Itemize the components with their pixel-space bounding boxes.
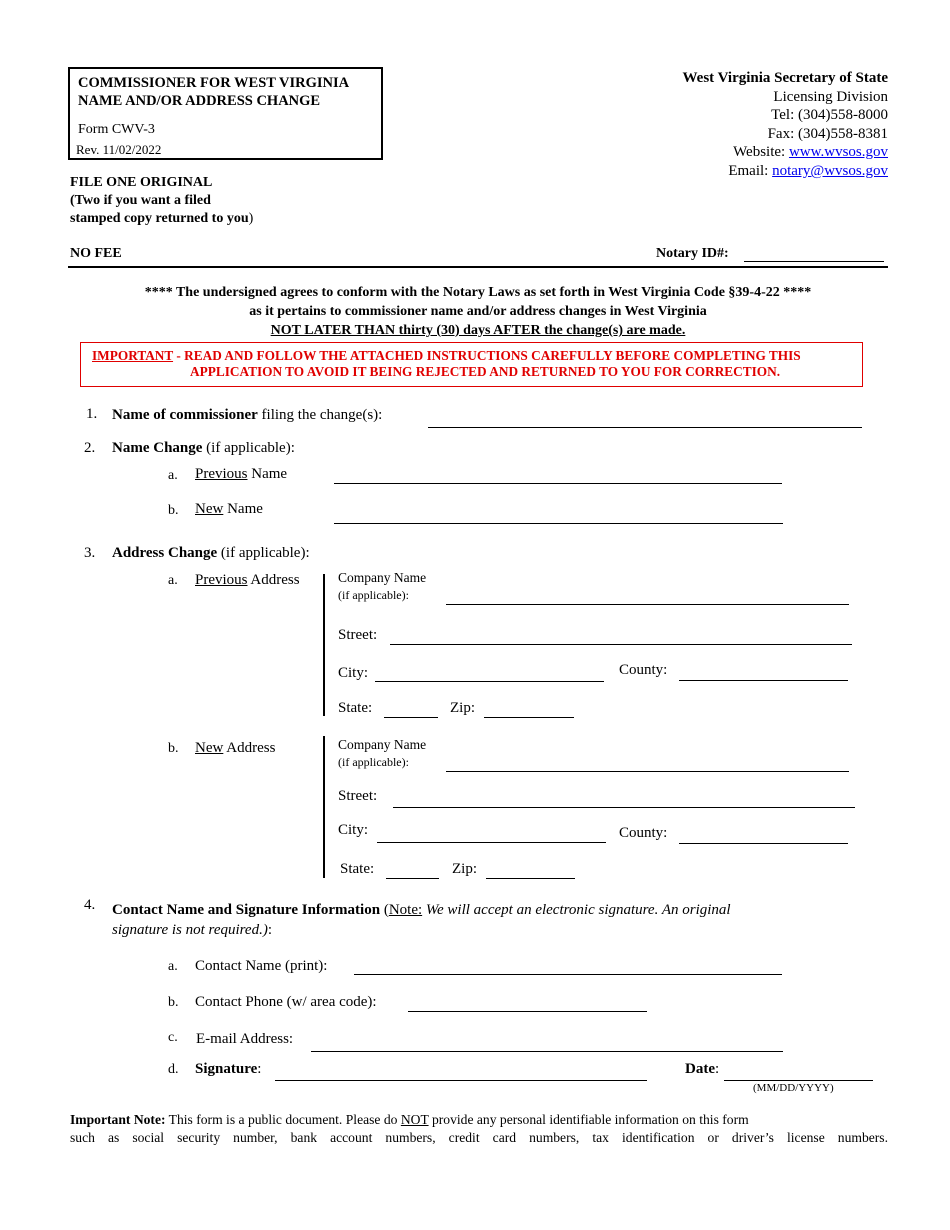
new-zip-input[interactable] xyxy=(486,860,575,879)
new-county-label: County: xyxy=(619,825,668,841)
section4a-letter: a. xyxy=(168,959,178,974)
form-id: Form CWV-3 xyxy=(78,122,155,137)
section3a-label xyxy=(195,572,300,589)
section2a-letter: a. xyxy=(168,468,178,483)
new-company-sublabel: (if applicable): xyxy=(338,755,409,769)
new-city-label: City: xyxy=(338,822,369,838)
section4b-letter: b. xyxy=(168,995,179,1010)
office-block xyxy=(682,69,888,181)
footer-not: NOT xyxy=(400,1112,429,1127)
section4-note-label: Note: xyxy=(388,902,423,918)
section1-label xyxy=(112,407,382,424)
section3b-label xyxy=(195,740,275,757)
new-name-input[interactable] xyxy=(334,505,783,524)
new-street-input[interactable] xyxy=(393,789,855,808)
section2-label xyxy=(112,440,295,457)
contact-name-label: Contact Name (print): xyxy=(195,958,328,974)
prev-zip-label: Zip: xyxy=(450,700,475,716)
footer-line1 xyxy=(70,1111,888,1129)
section2-label-bold: Name Change xyxy=(112,440,203,456)
office-website-row xyxy=(682,143,888,162)
section2b-letter: b. xyxy=(168,503,179,518)
section2a-label xyxy=(195,466,287,483)
email-link[interactable]: notary@wvsos.gov xyxy=(772,162,888,179)
signature-label-bold: Signature xyxy=(195,1061,258,1077)
section3b-rest: Address xyxy=(223,740,276,756)
section1-label-bold: Name of commissioner xyxy=(112,407,258,423)
prev-state-input[interactable] xyxy=(384,699,438,718)
section3-label-bold: Address Change xyxy=(112,545,218,561)
filing-line3 xyxy=(70,210,253,228)
office-tel: Tel: (304)558-8000 xyxy=(771,107,888,124)
prev-city-label: City: xyxy=(338,665,369,681)
agreement-line2: as it pertains to commissioner name and/or address changes in West Virginia xyxy=(249,304,707,319)
section3a-letter: a. xyxy=(168,573,178,588)
filing-line3-paren: ) xyxy=(248,211,254,226)
section4c-letter: c. xyxy=(168,1030,178,1045)
filing-line3-text: stamped copy returned to you xyxy=(70,211,249,226)
new-county-input[interactable] xyxy=(679,825,848,844)
new-company-label: Company Name xyxy=(338,737,427,752)
important-line1 xyxy=(92,348,801,364)
section3-label-rest: (if applicable): xyxy=(217,545,310,561)
footer-line2: such as social security number, bank account numbers, credit card numbers, tax identification or driver’s license numbers. xyxy=(70,1130,888,1145)
filing-instructions xyxy=(70,174,253,228)
new-company-input[interactable] xyxy=(446,753,849,772)
important-line1-text: - READ AND FOLLOW THE ATTACHED INSTRUCTIONS CAREFULLY BEFORE COMPLETING THIS xyxy=(173,348,801,363)
section4-label xyxy=(112,900,852,940)
section4-note-text1: We will accept an electronic signature. An original xyxy=(422,902,731,918)
section2a-underlined: Previous xyxy=(195,466,248,482)
contact-phone-label: Contact Phone (w/ area code): xyxy=(195,994,377,1010)
section4-note-close: : xyxy=(267,922,272,938)
filing-line1: FILE ONE ORIGINAL xyxy=(70,175,213,190)
new-city-input[interactable] xyxy=(377,824,606,843)
section3b-letter: b. xyxy=(168,741,179,756)
new-zip-label: Zip: xyxy=(452,861,477,877)
section4-label-bold: Contact Name and Signature Information xyxy=(112,902,381,918)
signature-label xyxy=(195,1061,261,1078)
footer-lead: Important Note: xyxy=(70,1112,166,1127)
filing-line2: (Two if you want a filed xyxy=(70,193,211,208)
agreement-block xyxy=(68,283,888,340)
contact-phone-input[interactable] xyxy=(408,993,647,1012)
new-state-label: State: xyxy=(340,861,375,877)
section1-label-rest: filing the change(s): xyxy=(257,407,383,423)
section3b-underlined: New xyxy=(195,740,224,756)
office-name: West Virginia Secretary of State xyxy=(682,70,888,86)
notary-id-input[interactable] xyxy=(744,243,884,262)
important-keyword: IMPORTANT xyxy=(92,348,174,363)
office-division: Licensing Division xyxy=(773,88,888,105)
section4-line2 xyxy=(112,920,852,940)
agreement-line1: **** The undersigned agrees to conform with the Notary Laws as set forth in West Virginia Code §39-4-22 **** xyxy=(144,285,812,300)
email-address-input[interactable] xyxy=(311,1033,783,1052)
footer-text-a: This form is a public document. Please do xyxy=(165,1112,401,1127)
date-input[interactable] xyxy=(724,1062,873,1081)
section3-num: 3. xyxy=(84,545,96,561)
website-label: Website: xyxy=(733,144,789,161)
prev-company-input[interactable] xyxy=(446,586,849,605)
date-format-hint: (MM/DD/YYYY) xyxy=(753,1082,834,1094)
important-line2: APPLICATION TO AVOID IT BEING REJECTED AND RETURNED TO YOU FOR CORRECTION. xyxy=(190,364,781,379)
prev-street-label: Street: xyxy=(338,627,378,643)
form-revision: Rev. 11/02/2022 xyxy=(76,142,162,157)
header-divider xyxy=(68,266,888,268)
signature-input[interactable] xyxy=(275,1062,647,1081)
agreement-line3: NOT LATER THAN thirty (30) days AFTER the change(s) are made. xyxy=(270,323,686,338)
previous-name-input[interactable] xyxy=(334,465,782,484)
new-state-input[interactable] xyxy=(386,860,439,879)
signature-colon: : xyxy=(257,1061,262,1077)
section1-num: 1. xyxy=(86,406,98,422)
prev-state-label: State: xyxy=(338,700,373,716)
new-address-bracket xyxy=(323,736,325,878)
section4-note-text2: signature is not required.) xyxy=(112,922,268,938)
section2-label-rest: (if applicable): xyxy=(202,440,295,456)
form-title-line1: COMMISSIONER FOR WEST VIRGINIA xyxy=(78,75,350,91)
email-address-label: E-mail Address: xyxy=(196,1031,294,1047)
date-colon: : xyxy=(715,1061,720,1077)
section3a-underlined: Previous xyxy=(195,572,248,588)
footer-note xyxy=(70,1111,888,1147)
email-label: Email: xyxy=(728,162,773,179)
website-link[interactable]: www.wvsos.gov xyxy=(788,144,888,161)
date-label-bold: Date xyxy=(685,1061,715,1077)
new-street-label: Street: xyxy=(338,788,378,804)
prev-county-input[interactable] xyxy=(679,662,848,681)
prev-company-label: Company Name xyxy=(338,570,427,585)
office-email-row xyxy=(682,162,888,181)
footer-text-b: provide any personal identifiable information on this form xyxy=(428,1112,749,1127)
date-label xyxy=(685,1061,719,1078)
contact-name-input[interactable] xyxy=(354,956,782,975)
prev-street-input[interactable] xyxy=(390,626,852,645)
prev-zip-input[interactable] xyxy=(484,699,574,718)
section2b-underlined: New xyxy=(195,501,224,517)
form-title-line2: NAME AND/OR ADDRESS CHANGE xyxy=(78,93,321,109)
section4-num: 4. xyxy=(84,897,96,913)
no-fee: NO FEE xyxy=(70,246,122,261)
section4d-letter: d. xyxy=(168,1062,179,1077)
prev-company-sublabel: (if applicable): xyxy=(338,588,409,602)
section2-num: 2. xyxy=(84,440,96,456)
notary-id-label: Notary ID#: xyxy=(656,246,729,261)
section2b-label xyxy=(195,501,263,518)
prev-city-input[interactable] xyxy=(375,663,604,682)
section3-label xyxy=(112,545,310,562)
prev-address-bracket xyxy=(323,574,325,716)
section2a-rest: Name xyxy=(247,466,288,482)
section4-line1 xyxy=(112,900,852,920)
section4-note-open: ( xyxy=(380,902,389,918)
prev-county-label: County: xyxy=(619,662,668,678)
office-fax: Fax: (304)558-8381 xyxy=(767,125,888,142)
section2b-rest: Name xyxy=(223,501,263,517)
section3a-rest: Address xyxy=(247,572,300,588)
commissioner-name-input[interactable] xyxy=(428,409,862,428)
